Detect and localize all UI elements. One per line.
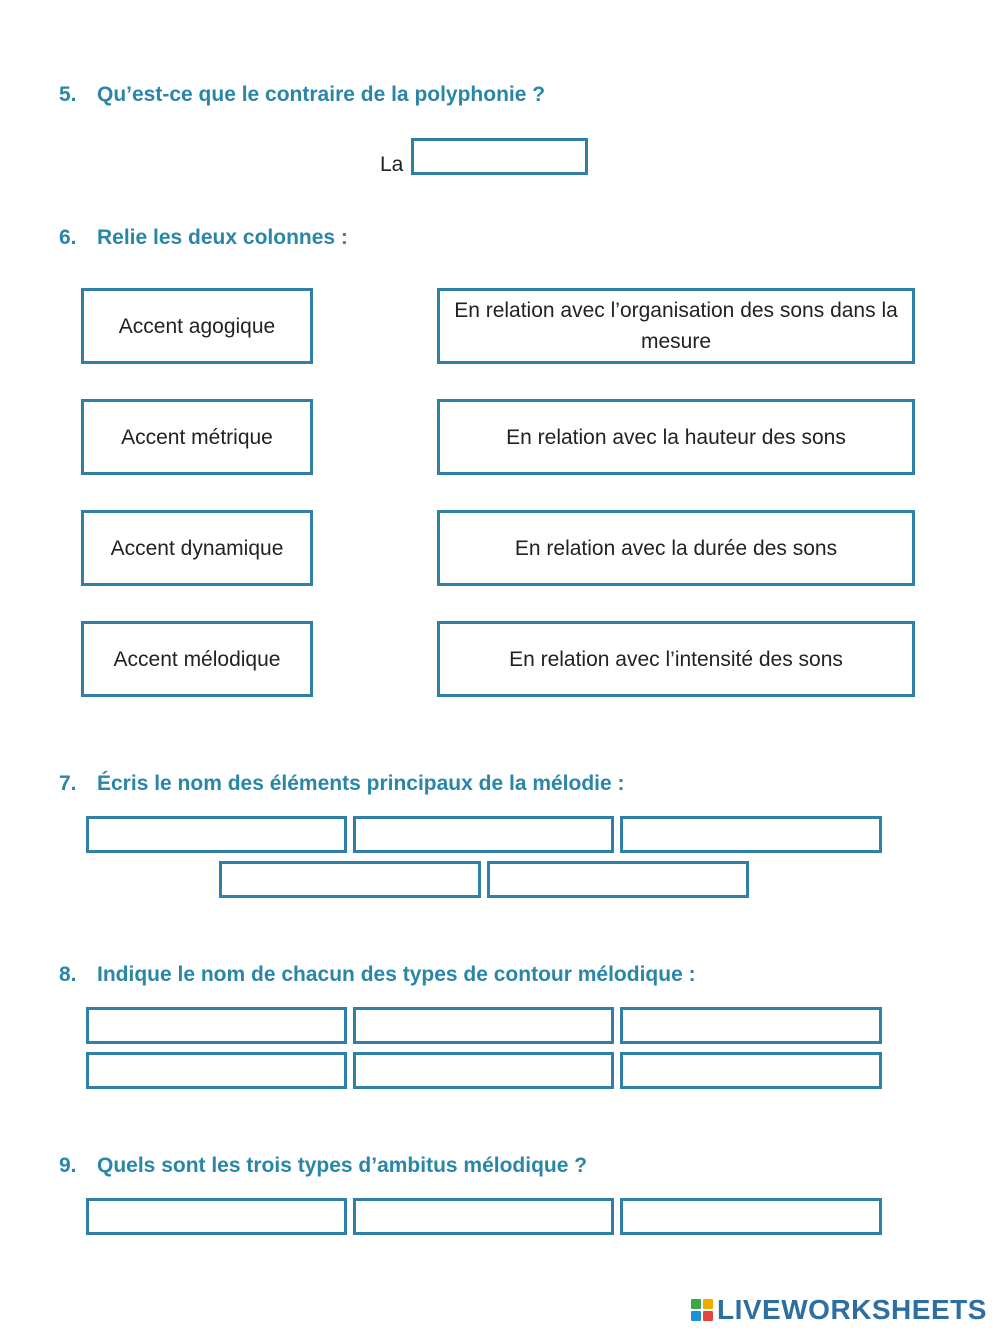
question-7-title: [59, 772, 625, 796]
answer-input-q7-2[interactable]: [353, 816, 614, 853]
logo-text: LIVEWORKSHEETS: [717, 1294, 987, 1325]
logo-square: [691, 1299, 701, 1309]
answer-input-q7-4[interactable]: [219, 861, 481, 898]
question-8-number: 8.: [59, 963, 77, 986]
match-right-hauteur[interactable]: En relation avec la hauteur des sons: [437, 399, 915, 475]
question-9-text: Quels sont les trois types d’ambitus mélodique ?: [97, 1154, 588, 1177]
answer-input-q7-3[interactable]: [620, 816, 882, 853]
question-7-number: 7.: [59, 772, 77, 795]
answer-input-q7-1[interactable]: [86, 816, 347, 853]
answer-input-q9-1[interactable]: [86, 1198, 347, 1235]
answer-input-q5[interactable]: [411, 138, 588, 175]
question-8-text: Indique le nom de chacun des types de contour mélodique :: [97, 963, 696, 986]
match-left-metrique[interactable]: Accent métrique: [81, 399, 313, 475]
question-8-title: [59, 963, 696, 987]
answer-input-q8-3[interactable]: [620, 1007, 882, 1044]
match-right-duree[interactable]: En relation avec la durée des sons: [437, 510, 915, 586]
logo-square: [691, 1311, 701, 1321]
liveworksheets-logo: [691, 1294, 987, 1326]
match-left-melodique[interactable]: Accent mélodique: [81, 621, 313, 697]
question-9-title: [59, 1154, 587, 1178]
question-5-number: 5.: [59, 83, 77, 106]
logo-squares-icon: [691, 1299, 713, 1321]
answer-input-q8-6[interactable]: [620, 1052, 882, 1089]
answer-prefix-la: La: [380, 153, 404, 176]
question-9-number: 9.: [59, 1154, 77, 1177]
question-5-title: [59, 83, 545, 107]
answer-input-q9-3[interactable]: [620, 1198, 882, 1235]
match-left-agogique[interactable]: Accent agogique: [81, 288, 313, 364]
answer-input-q8-4[interactable]: [86, 1052, 347, 1089]
question-5-text: Qu’est-ce que le contraire de la polyphonie ?: [97, 83, 546, 106]
answer-input-q9-2[interactable]: [353, 1198, 614, 1235]
question-6-text: Relie les deux colonnes :: [97, 226, 348, 249]
answer-input-q7-5[interactable]: [487, 861, 749, 898]
answer-input-q8-1[interactable]: [86, 1007, 347, 1044]
logo-square: [703, 1299, 713, 1309]
match-left-dynamique[interactable]: Accent dynamique: [81, 510, 313, 586]
match-right-intensite[interactable]: En relation avec l’intensité des sons: [437, 621, 915, 697]
answer-input-q8-5[interactable]: [353, 1052, 614, 1089]
match-right-organisation[interactable]: En relation avec l’organisation des sons dans la mesure: [437, 288, 915, 364]
question-6-title: [59, 226, 348, 250]
answer-input-q8-2[interactable]: [353, 1007, 614, 1044]
question-7-text: Écris le nom des éléments principaux de la mélodie :: [97, 772, 625, 795]
logo-square: [703, 1311, 713, 1321]
question-6-number: 6.: [59, 226, 77, 249]
